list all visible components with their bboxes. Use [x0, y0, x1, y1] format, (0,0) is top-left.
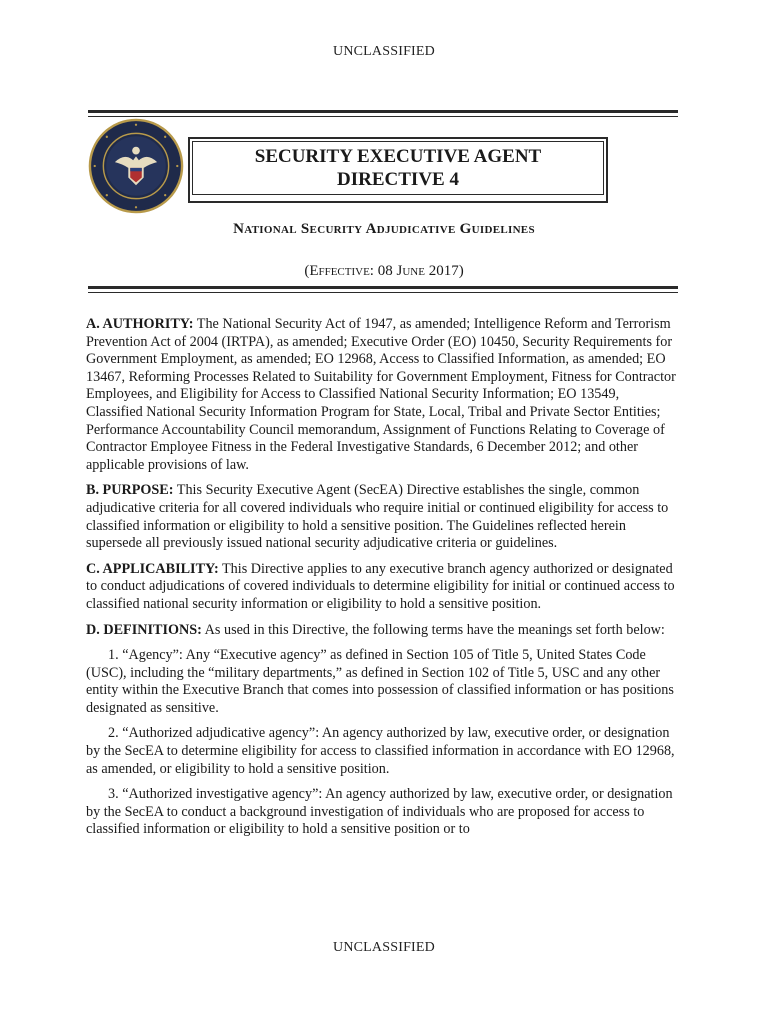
- definition-item: 3. “Authorized investigative agency”: An agency authorized by law, executive order, or designation by the SecEA to conduct a background investigation of individuals who are proposed for access to classified information or eligibility to hold a sensitive position or to: [86, 786, 673, 838]
- section-applicability: [86, 561, 676, 614]
- directive-title-box: [188, 137, 608, 203]
- effective-date: [0, 263, 768, 280]
- directive-title-line-1: SECURITY EXECUTIVE AGENT: [254, 146, 542, 167]
- odni-seal-icon: [88, 118, 184, 214]
- section-authority: [86, 316, 676, 474]
- header-rule-thick: [88, 110, 678, 113]
- section-definitions: [86, 622, 676, 640]
- title-rule-thin: [88, 292, 678, 293]
- section-heading: A. AUTHORITY:: [86, 316, 194, 332]
- definition-item: 1. “Agency”: Any “Executive agency” as defined in Section 105 of Title 5, United States Code (USC), including the “military departments,” as defined in Section 102 of Title 5, USC and any other entity within the Executive Branch that comes into possession of classified information or has positions designated as sensitive.: [86, 647, 674, 716]
- classification-marking-bottom: UNCLASSIFIED: [333, 940, 435, 955]
- document-subtitle: National Security Adjudicative Guidelines: [233, 221, 535, 237]
- directive-title-line-2: DIRECTIVE 4: [337, 169, 459, 190]
- section-text: The National Security Act of 1947, as amended; Intelligence Reform and Terrorism Prevention Act of 2004 (IRTPA), as amended; Executive Order (EO) 10450, Security Requirements for Government Employment, as amended; EO 12968, Access to Classified Information, as amended; EO 13467, Reforming Processes Related to Suitability for Government Employment, Fitness for Contractor Employees, and Eligibility for Access to Classified National Security Information; EO 13549, Classified National Security Information Program for State, Local, Tribal and Private Sector Entities; Performance Accountability Council memorandum, Assignment of Functions Relating to Coverage of Contractor Employee Fitness in the Federal Investigative Standards, 6 December 2012; and other applicable provisions of law.: [86, 316, 676, 473]
- effective-close-paren: ): [458, 263, 464, 279]
- definition-item: 2. “Authorized adjudicative agency”: An agency authorized by law, executive order, or designation by the SecEA to determine eligibility for access to classified information in accordance with EO 12968, as amended, or eligibility to hold a sensitive position.: [86, 725, 675, 777]
- effective-month: June: [396, 263, 425, 279]
- effective-day: 08: [377, 263, 393, 279]
- section-text: This Security Executive Agent (SecEA) Directive establishes the single, common adjudicative criteria for all covered individuals who require initial or continued eligibility for access to classified information or eligibility to hold a sensitive position. The Guidelines reflected herein supersede all previously issued national security adjudicative criteria or guidelines.: [86, 482, 669, 552]
- directive-body: [86, 316, 676, 847]
- title-rule-thick: [88, 286, 678, 289]
- header-rule-thin: [88, 116, 678, 117]
- section-purpose: [86, 482, 676, 552]
- section-text: This Directive applies to any executive branch agency authorized or designated to conduct adjudications of covered individuals to determine eligibility for initial or continued access to classified national security information or eligibility to hold a sensitive position.: [86, 560, 675, 612]
- classification-marking-top: UNCLASSIFIED: [333, 44, 435, 59]
- effective-year: 2017: [428, 263, 459, 279]
- section-heading: C. APPLICABILITY:: [86, 560, 219, 577]
- section-heading: B. PURPOSE:: [86, 482, 174, 499]
- effective-open-paren: (: [304, 263, 310, 279]
- effective-label: Effective:: [309, 263, 374, 279]
- section-heading: D. DEFINITIONS:: [86, 621, 202, 638]
- section-text: As used in this Directive, the following terms have the meanings set forth below:: [204, 621, 665, 638]
